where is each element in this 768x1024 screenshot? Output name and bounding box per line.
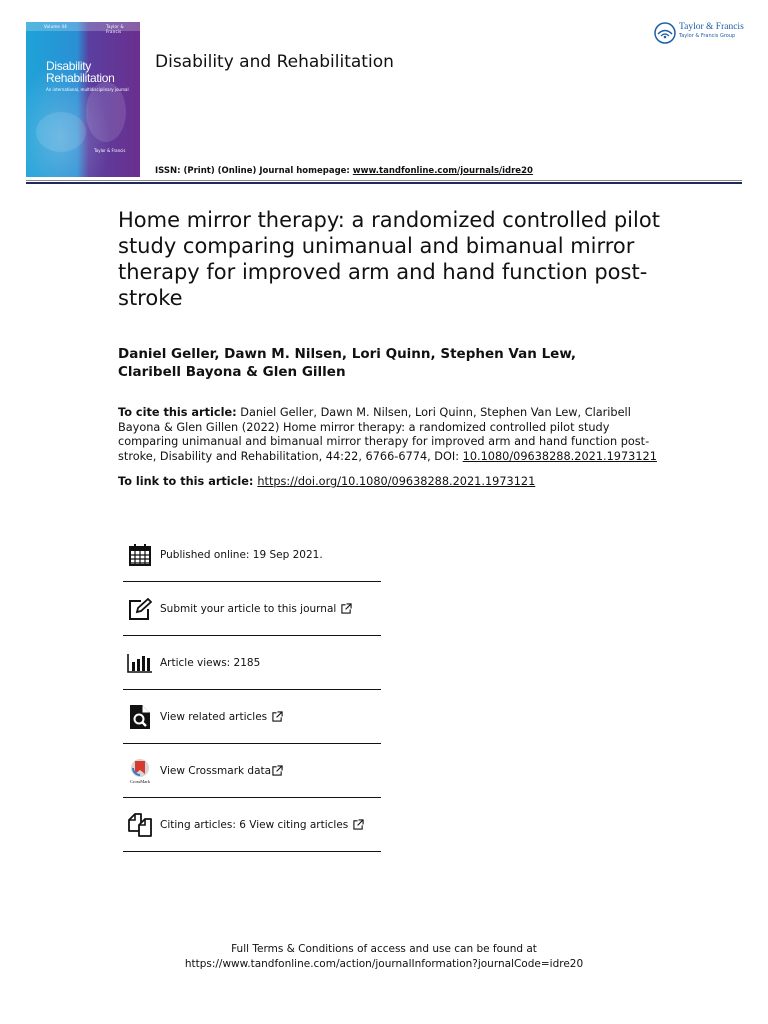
citing-articles-label: Citing articles: 6 View citing articles (160, 818, 349, 831)
taylor-francis-mark-icon (654, 22, 676, 44)
journal-cover-image (26, 22, 140, 177)
external-link-icon (272, 711, 283, 722)
article-views-label: Article views: 2185 (160, 656, 261, 669)
cite-label: To cite this article: (118, 406, 237, 419)
journal-name: Disability and Rehabilitation (155, 52, 394, 72)
publisher-name: Taylor & Francis (679, 22, 744, 32)
article-info-list (123, 528, 381, 852)
published-online-row (123, 528, 381, 582)
cover-volume: Volume 44 (44, 24, 68, 29)
doi-link[interactable]: 10.1080/09638288.2021.1973121 (462, 449, 657, 463)
cover-title (46, 60, 115, 84)
submit-article-label: Submit your article to this journal (160, 602, 337, 615)
crossmark-logo-text: CrossMark (130, 778, 150, 784)
publisher-group: Taylor & Francis Group (679, 33, 736, 39)
search-document-icon (127, 704, 153, 730)
taylor-francis-wordmark (679, 22, 744, 39)
cover-title-line2: Rehabilitation (46, 71, 115, 85)
crossmark-label: View Crossmark data (160, 764, 272, 777)
article-title: Home mirror therapy: a randomized controlled pilot study comparing unimanual and bimanual mirror therapy for improved arm and hand function post-stroke (118, 208, 660, 310)
terms-footer (0, 942, 768, 972)
taylor-francis-logo[interactable] (654, 22, 744, 48)
header-divider-thick (26, 182, 742, 184)
cover-decoration (36, 112, 86, 152)
submit-article-row[interactable] (123, 582, 381, 636)
article-views-row (123, 636, 381, 690)
citing-articles-icon (127, 812, 153, 838)
citing-articles-row[interactable] (123, 798, 381, 852)
calendar-icon (127, 542, 153, 568)
terms-footer-line1: Full Terms & Conditions of access and use can be found at (231, 943, 537, 955)
journal-homepage-link[interactable]: www.tandfonline.com/journals/idre20 (352, 166, 533, 176)
cover-publisher-mark: Taylor & Francis (94, 148, 126, 153)
cover-band (26, 22, 140, 34)
citation-block (118, 406, 663, 464)
cover-subtitle: An international, multidisciplinary journal (46, 87, 129, 92)
external-link-icon (341, 603, 352, 614)
related-articles-row[interactable] (123, 690, 381, 744)
related-articles-label: View related articles (160, 710, 268, 723)
published-online-label: Published online: 19 Sep 2021. (160, 548, 323, 561)
article-authors: Daniel Geller, Dawn M. Nilsen, Lori Quinn, Stephen Van Lew, Claribell Bayona & Glen Gillen (118, 346, 577, 380)
crossmark-row[interactable] (123, 744, 381, 798)
external-link-icon (272, 765, 283, 776)
link-label: To link to this article: (118, 475, 258, 488)
crossmark-icon (127, 758, 153, 784)
article-link-line (118, 475, 678, 489)
terms-footer-url[interactable]: https://www.tandfonline.com/action/journalInformation?journalCode=idre20 (184, 958, 584, 970)
header-divider-thin (26, 180, 742, 181)
cite-text: Daniel Geller, Dawn M. Nilsen, Lori Quinn, Stephen Van Lew, Claribell Bayona & Glen Gillen (2022) Home mirror therapy: a randomized controlled pilot study comparing unimanual and bimanual mirror therapy for improved arm and hand function post-stroke, Disability and Rehabilitation, 44:22, 6766-6774, DOI: (118, 406, 650, 463)
issn-line (155, 166, 533, 176)
cover-title-line1: Disability (46, 59, 92, 73)
edit-icon (127, 596, 153, 622)
external-link-icon (353, 819, 364, 830)
bar-chart-icon (127, 650, 153, 676)
article-doi-url-link[interactable]: https://doi.org/10.1080/09638288.2021.1973121 (257, 475, 536, 488)
issn-label: ISSN: (Print) (Online) Journal homepage: (155, 166, 353, 176)
cover-publisher: Taylor & Francis (106, 24, 124, 34)
